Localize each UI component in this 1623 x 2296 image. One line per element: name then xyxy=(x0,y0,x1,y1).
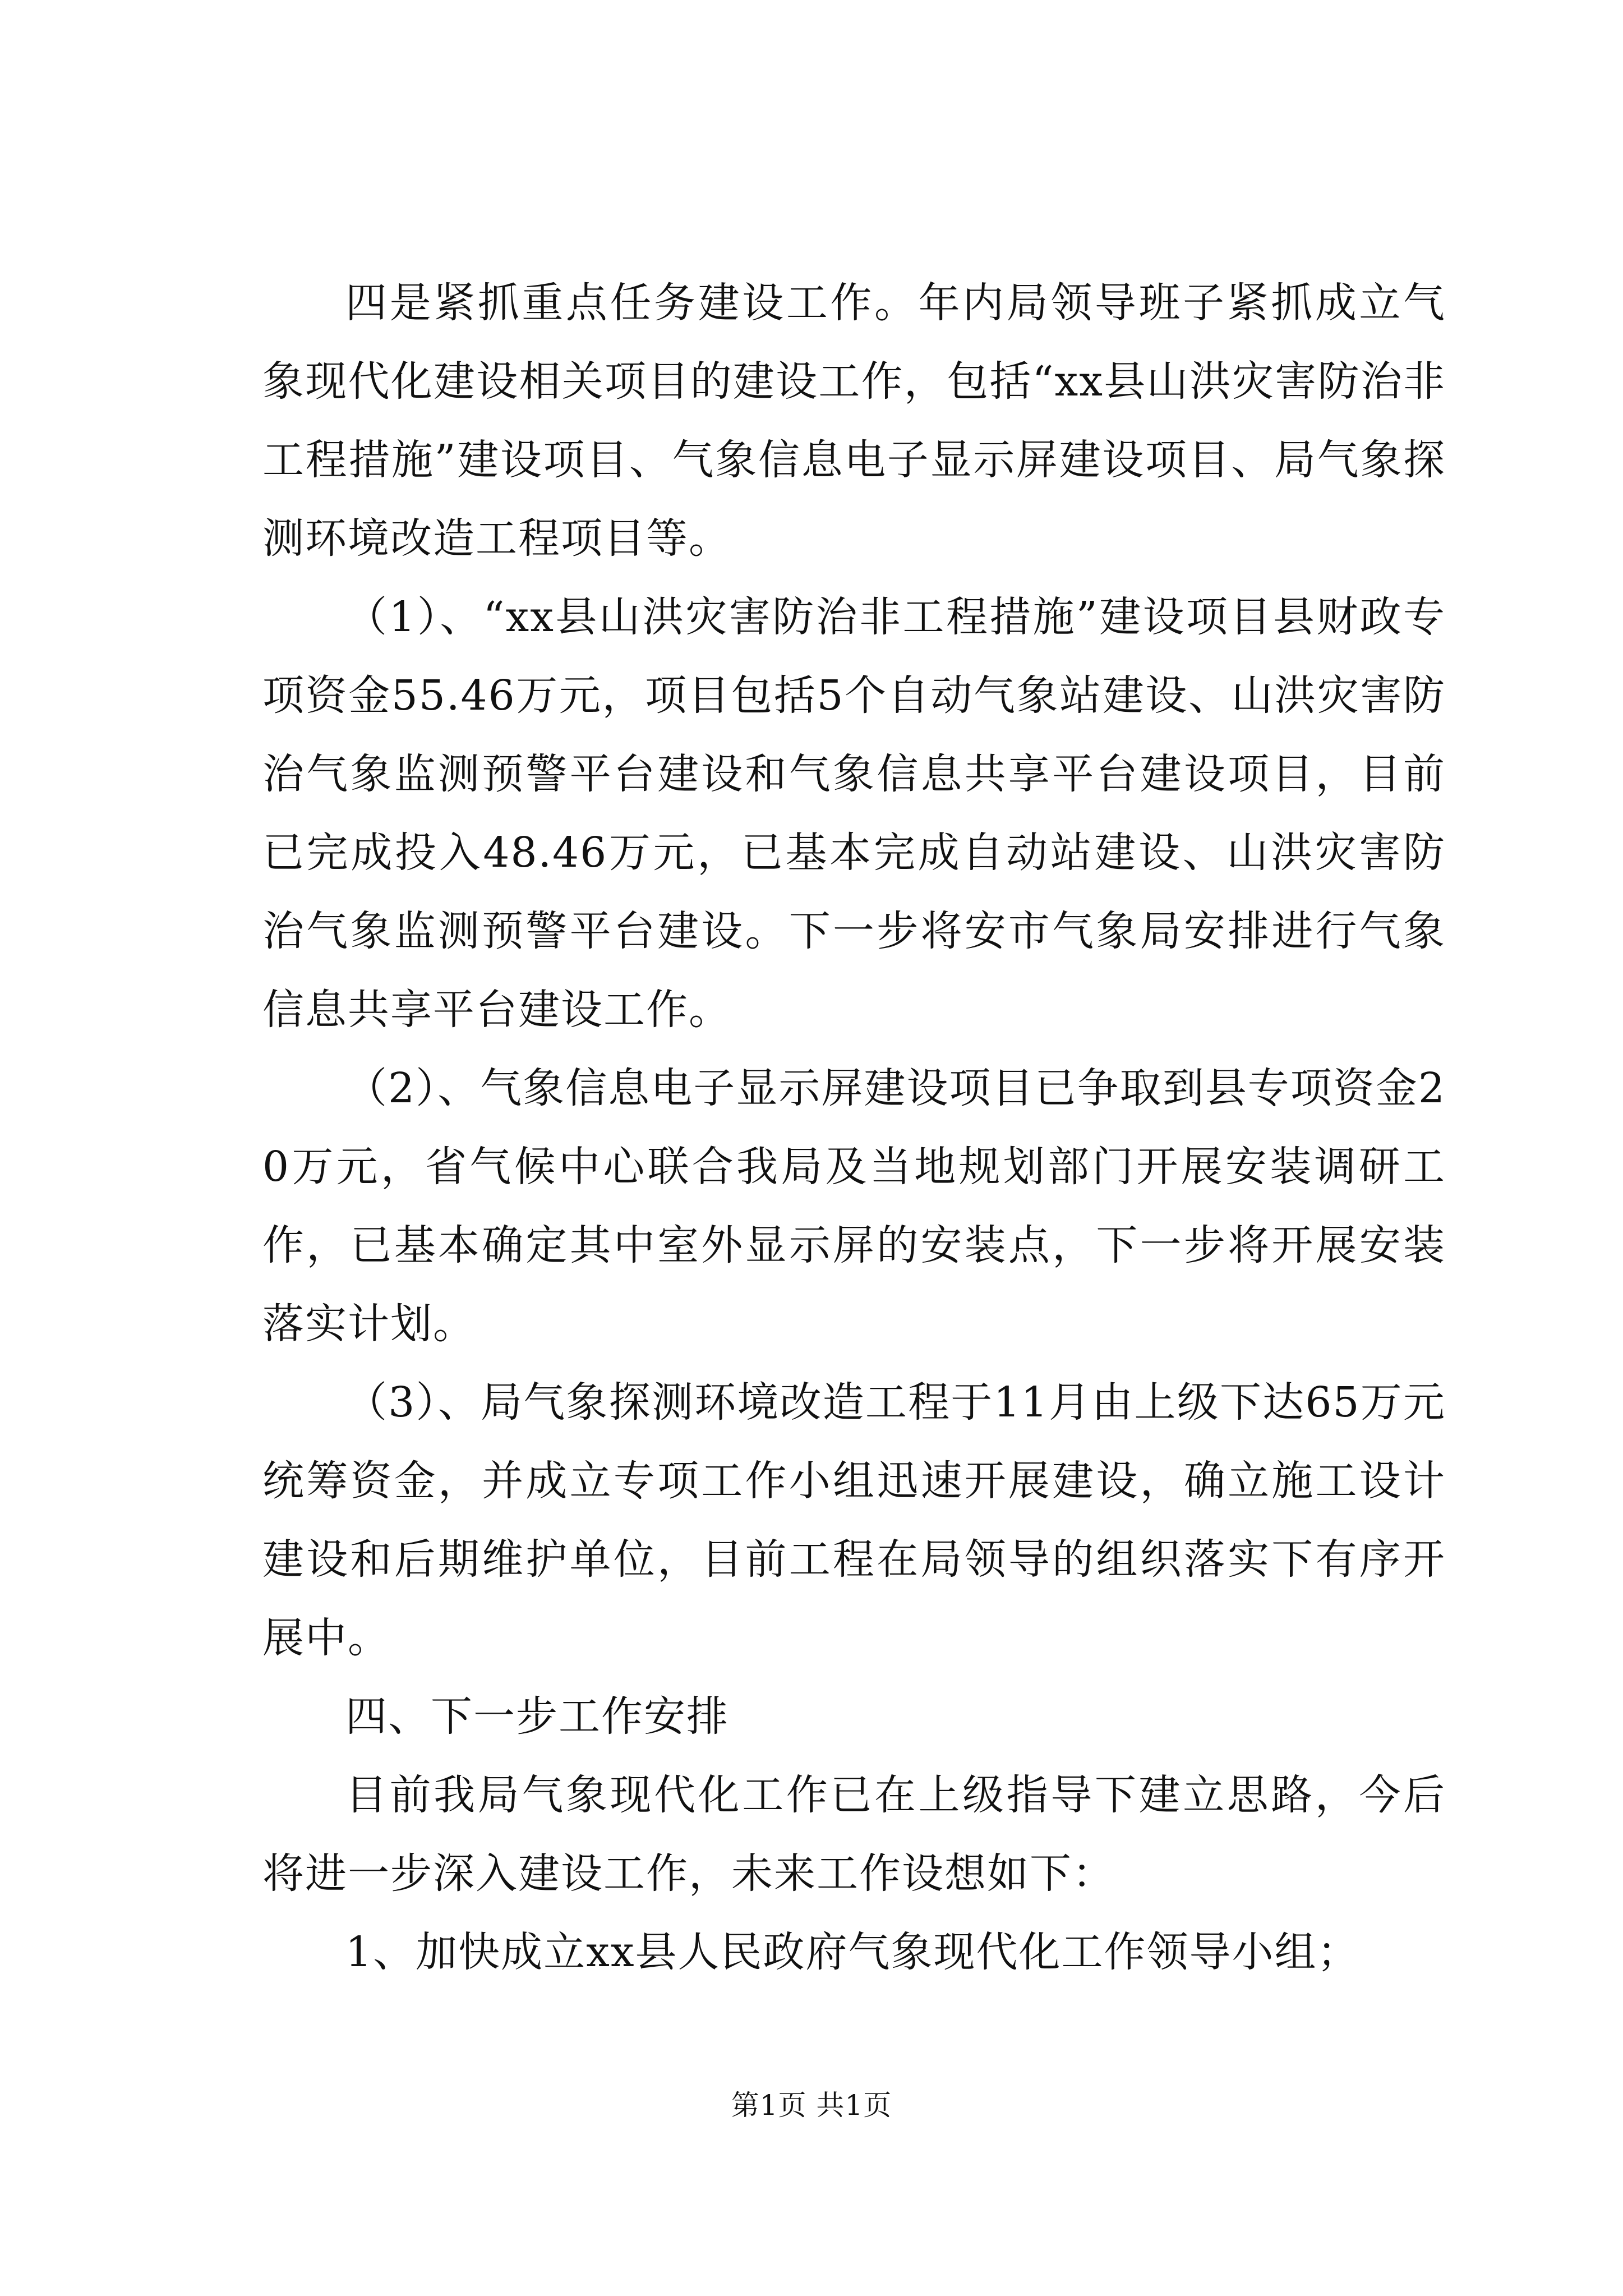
paragraph-plan-item-1: 1、加快成立xx县人民政府气象现代化工作领导小组； xyxy=(345,1928,1360,1976)
document-body xyxy=(262,264,1446,1991)
paragraph-item-1-flood-project: （1）、“xx县山洪灾害防治非工程措施”建设项目县财政专项资金55.46万元，项目包括5个自动气象站建设、山洪灾害防治气象监测预警平台建设和气象信息共享平台建设项目，目前已完成投入48.46万元，已基本完成自动站建设、山洪灾害防治气象监测预警平台建设。下一步将安市气象局安排进行气象信息共享平台建设工作。 xyxy=(262,593,1446,1034)
paragraph-item-2-display-screen: （2）、气象信息电子显示屏建设项目已争取到县专项资金20万元，省气候中心联合我局及当地规划部门开展安装调研工作，已基本确定其中室外显示屏的安装点，下一步将开展安装落实计划。 xyxy=(262,1064,1446,1348)
page-number-footer: 第1页 共1页 xyxy=(731,2089,892,2122)
paragraph-key-tasks: 四是紧抓重点任务建设工作。年内局领导班子紧抓成立气象现代化建设相关项目的建设工作，包括“xx县山洪灾害防治非工程措施”建设项目、气象信息电子显示屏建设项目、局气象探测环境改造工程项目等。 xyxy=(262,279,1446,563)
paragraph-item-3-environment-upgrade: （3）、局气象探测环境改造工程于11月由上级下达65万元统筹资金，并成立专项工作小组迅速开展建设，确立施工设计建设和后期维护单位，目前工程在局领导的组织落实下有序开展中。 xyxy=(262,1378,1446,1662)
section-heading-next-steps: 四、下一步工作安排 xyxy=(345,1692,729,1741)
paragraph-next-steps-intro: 目前我局气象现代化工作已在上级指导下建立思路，今后将进一步深入建设工作，未来工作设想如下： xyxy=(262,1771,1446,1898)
